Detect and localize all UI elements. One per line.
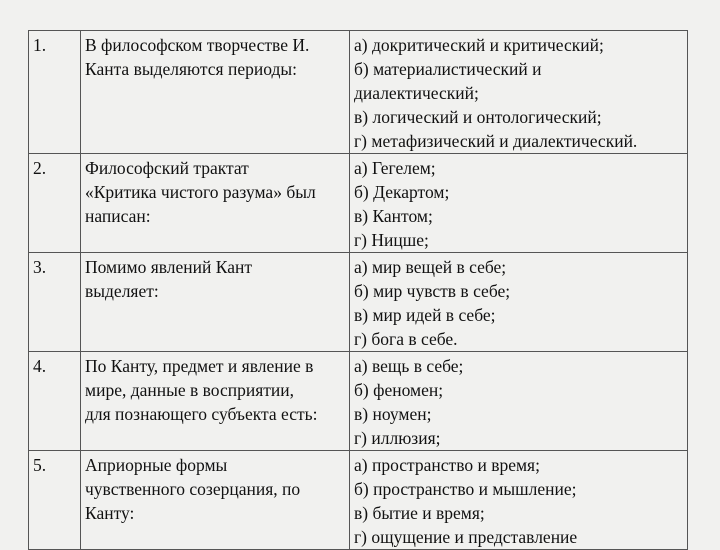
- answer-option: в) логический и онтологический;: [354, 107, 602, 127]
- answer-option: а) докритический и критический;: [354, 35, 604, 55]
- question-cell: [81, 352, 350, 451]
- question-number: 4.: [29, 352, 81, 451]
- answer-option: а) мир вещей в себе;: [354, 257, 507, 277]
- question-number: 3.: [29, 253, 81, 352]
- answer-option: б) мир чувств в себе;: [354, 281, 511, 301]
- table-row: [29, 154, 688, 253]
- answer-option: г) иллюзия;: [354, 428, 441, 448]
- answer-option: б) Декартом;: [354, 182, 450, 202]
- answers-cell: [350, 154, 688, 253]
- question-text-line: мире, данные в восприятии,: [85, 380, 295, 400]
- answer-option: г) ощущение и представление: [354, 527, 578, 547]
- table-row: [29, 352, 688, 451]
- answer-option: б) феномен;: [354, 380, 444, 400]
- question-number: 5.: [29, 451, 81, 550]
- answer-option: в) мир идей в себе;: [354, 305, 496, 325]
- answer-option: б) пространство и мышление;: [354, 479, 577, 499]
- question-text-line: По Канту, предмет и явление в: [85, 356, 314, 376]
- answer-option: в) Кантом;: [354, 206, 433, 226]
- answers-cell: [350, 253, 688, 352]
- question-text-line: Философский трактат: [85, 158, 249, 178]
- question-text-line: Канту:: [85, 503, 135, 523]
- table-row: [29, 31, 688, 154]
- answer-option: г) метафизический и диалектический.: [354, 131, 638, 151]
- answer-option: б) материалистический и: [354, 59, 542, 79]
- answers-cell: [350, 352, 688, 451]
- answer-option: а) Гегелем;: [354, 158, 436, 178]
- answer-option: в) бытие и время;: [354, 503, 485, 523]
- question-cell: [81, 451, 350, 550]
- table-row: [29, 451, 688, 550]
- question-number: 2.: [29, 154, 81, 253]
- quiz-table: [28, 30, 688, 550]
- quiz-table-body: [29, 31, 688, 550]
- question-text-line: для познающего субъекта есть:: [85, 404, 318, 424]
- question-cell: [81, 31, 350, 154]
- answer-option: диалектический;: [354, 83, 479, 103]
- table-row: [29, 253, 688, 352]
- question-text-line: Помимо явлений Кант: [85, 257, 252, 277]
- question-text-line: «Критика чистого разума» был: [85, 182, 316, 202]
- answers-cell: [350, 451, 688, 550]
- question-text-line: Канта выделяются периоды:: [85, 59, 297, 79]
- question-text-line: чувственного созерцания, по: [85, 479, 301, 499]
- question-cell: [81, 253, 350, 352]
- answer-option: а) вещь в себе;: [354, 356, 464, 376]
- answer-option: а) пространство и время;: [354, 455, 540, 475]
- answer-option: в) ноумен;: [354, 404, 432, 424]
- answer-option: г) бога в себе.: [354, 329, 458, 349]
- question-text-line: написан:: [85, 206, 151, 226]
- question-cell: [81, 154, 350, 253]
- answer-option: г) Ницше;: [354, 230, 429, 250]
- answers-cell: [350, 31, 688, 154]
- question-number: 1.: [29, 31, 81, 154]
- question-text-line: В философском творчестве И.: [85, 35, 310, 55]
- question-text-line: выделяет:: [85, 281, 159, 301]
- question-text-line: Априорные формы: [85, 455, 228, 475]
